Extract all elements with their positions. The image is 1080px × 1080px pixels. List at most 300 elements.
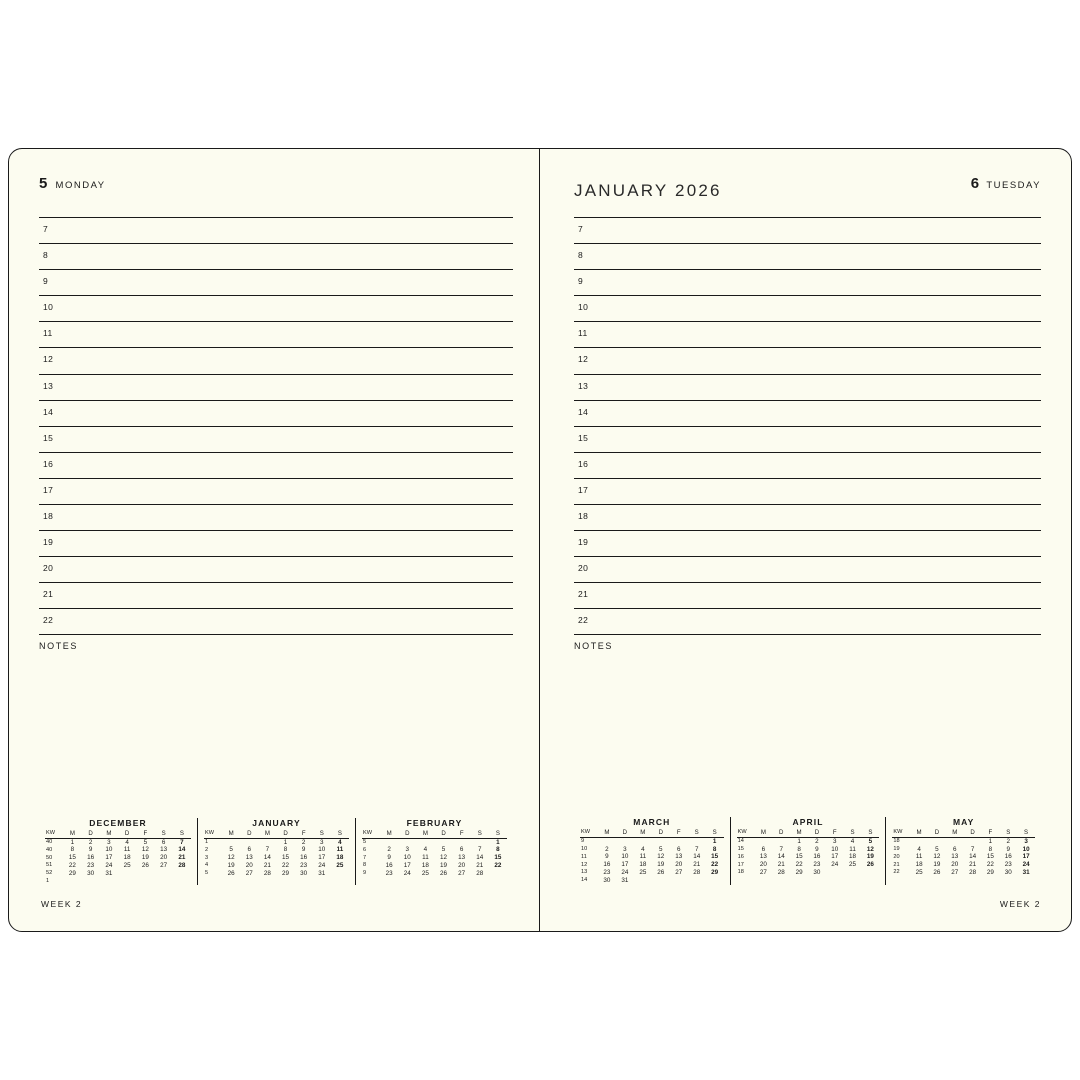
hour-label: 20 [43, 563, 54, 574]
week-number-cell: 52 [46, 870, 53, 877]
day-cell: 18 [421, 861, 429, 869]
day-cell: 4 [917, 845, 921, 853]
day-cell [82, 878, 100, 885]
hour-label: 22 [43, 615, 54, 626]
day-cell [772, 838, 790, 846]
day-cell [964, 838, 982, 846]
day-cell: 21 [178, 854, 186, 862]
day-cell: 3 [832, 837, 837, 845]
day-cell: 22 [711, 861, 719, 869]
mini-calendar-title: JANUARY [252, 817, 301, 828]
weekday-header: KW [204, 830, 222, 838]
hour-label: 19 [43, 537, 54, 548]
day-cell: 2 [301, 838, 306, 846]
day-cell: 16 [813, 853, 821, 861]
left-hour-list [39, 217, 513, 635]
day-cell: 30 [87, 869, 95, 877]
day-cell: 13 [160, 846, 168, 854]
weekday-header: KW [362, 830, 380, 838]
day-cell [844, 869, 862, 877]
day-cell: 15 [711, 853, 719, 861]
weekday-header: S [706, 829, 724, 837]
weekday-header: F [295, 830, 313, 838]
hour-row[interactable] [574, 582, 1041, 608]
day-cell: 16 [300, 854, 308, 862]
day-cell: 26 [866, 861, 874, 869]
hour-row[interactable] [574, 243, 1041, 269]
left-week-label: WEEK 2 [41, 899, 83, 909]
day-cell [616, 838, 634, 846]
weekday-header: M [416, 830, 434, 838]
weekday-header: F [670, 829, 688, 837]
day-cell: 12 [227, 854, 235, 862]
day-cell: 24 [403, 869, 411, 877]
day-cell: 2 [1006, 837, 1010, 845]
hour-row[interactable] [574, 504, 1041, 530]
week-number-cell: 3 [205, 854, 209, 861]
hour-row[interactable] [39, 400, 513, 426]
week-number-cell: 9 [581, 838, 585, 845]
mini-calendar-week-row [45, 878, 191, 885]
hour-label: 7 [578, 224, 584, 234]
mini-calendar-week-row [362, 847, 507, 855]
week-number-cell: 10 [581, 845, 588, 852]
day-cell: 16 [87, 854, 95, 862]
day-cell: 17 [403, 861, 411, 869]
hour-label: 15 [43, 432, 54, 443]
mini-calendar-week-row [737, 862, 880, 870]
mini-calendar [885, 817, 1041, 885]
day-cell: 1 [988, 837, 993, 845]
day-cell: 18 [639, 861, 647, 869]
day-cell: 5 [868, 837, 873, 845]
mini-calendar [574, 817, 730, 885]
day-cell: 14 [777, 853, 785, 861]
right-day-name: TUESDAY [986, 180, 1041, 191]
hour-row[interactable] [574, 321, 1041, 347]
day-cell: 11 [422, 854, 429, 862]
hour-label: 15 [578, 432, 589, 443]
day-cell: 17 [621, 861, 629, 869]
mini-calendar-table [362, 830, 507, 878]
left-day-header [39, 175, 513, 205]
day-cell [652, 838, 670, 846]
hour-row[interactable] [39, 504, 513, 530]
day-cell: 25 [639, 869, 647, 876]
hour-row[interactable] [39, 269, 513, 295]
mini-calendar-week-row [204, 847, 349, 855]
day-cell: 5 [659, 845, 663, 853]
day-cell [755, 838, 773, 846]
week-number-cell: 8 [363, 862, 367, 869]
day-cell: 18 [915, 861, 923, 869]
day-cell: 19 [141, 854, 149, 862]
day-cell: 7 [180, 838, 184, 846]
day-cell [136, 870, 154, 878]
weekday-header: M [100, 830, 118, 838]
day-cell: 29 [711, 869, 719, 876]
day-cell: 24 [831, 861, 839, 869]
day-cell: 23 [813, 861, 821, 869]
week-number-cell: 11 [581, 853, 587, 860]
day-cell: 15 [986, 853, 994, 861]
day-cell: 12 [866, 845, 874, 853]
hour-label: 12 [43, 354, 54, 365]
day-cell: 17 [1022, 853, 1030, 861]
day-cell [946, 838, 964, 846]
day-cell: 13 [759, 853, 767, 861]
mini-calendar-week-row [45, 855, 191, 863]
weekday-header: S [313, 830, 331, 838]
day-cell: 11 [639, 853, 647, 861]
day-cell: 5 [143, 838, 148, 846]
day-cell [826, 869, 844, 877]
hour-row[interactable] [39, 452, 513, 478]
hour-label: 14 [578, 406, 589, 417]
day-cell: 4 [423, 846, 428, 854]
weekday-header: M [790, 829, 808, 837]
week-number-cell: 14 [737, 838, 744, 845]
hour-row[interactable] [39, 321, 513, 347]
day-cell: 15 [795, 853, 803, 861]
weekday-header: S [861, 829, 879, 837]
weekday-header: M [598, 829, 616, 837]
day-cell: 3 [107, 838, 111, 846]
right-week-label: WEEK 2 [999, 899, 1041, 909]
day-cell: 21 [476, 861, 484, 869]
day-cell: 19 [440, 861, 448, 869]
hour-label: 20 [578, 563, 589, 574]
week-number-cell: 13 [581, 869, 588, 876]
hour-label: 22 [578, 615, 589, 626]
day-cell: 18 [123, 854, 131, 862]
weekday-header: D [616, 829, 634, 837]
day-cell: 25 [849, 861, 857, 869]
day-cell: 21 [693, 861, 701, 869]
day-cell: 24 [621, 869, 629, 876]
day-cell: 7 [779, 845, 783, 853]
week-number-cell: 7 [363, 854, 367, 861]
mini-calendar-week-row [580, 854, 724, 862]
weekday-header: D [240, 830, 258, 838]
mini-calendar-week-row [204, 855, 349, 863]
day-cell: 26 [227, 869, 235, 877]
mini-calendar-week-row [204, 870, 349, 878]
hour-label: 11 [578, 328, 588, 339]
hour-row[interactable] [574, 556, 1041, 582]
hour-row[interactable] [39, 347, 513, 373]
weekday-header: S [844, 829, 862, 837]
day-cell: 2 [88, 838, 93, 846]
day-cell: 19 [933, 861, 941, 869]
hour-row[interactable] [574, 478, 1041, 504]
day-cell: 27 [951, 869, 959, 876]
weekday-header: F [826, 829, 844, 837]
day-cell: 12 [440, 854, 448, 862]
day-cell: 29 [282, 869, 290, 877]
right-day-number: 6 [970, 175, 980, 192]
day-cell: 4 [641, 845, 645, 853]
weekday-header: D [772, 829, 790, 837]
day-cell: 21 [777, 861, 785, 869]
day-cell: 9 [605, 853, 609, 861]
day-cell: 28 [263, 869, 271, 877]
weekday-header: D [118, 830, 136, 838]
day-cell: 22 [282, 861, 290, 869]
day-cell [118, 870, 136, 878]
day-cell: 9 [1006, 845, 1010, 853]
weekday-header: D [808, 829, 826, 837]
day-cell: 23 [300, 861, 308, 869]
day-cell: 16 [603, 861, 611, 869]
hour-row[interactable] [574, 426, 1041, 452]
mini-calendar-week-row [580, 869, 724, 877]
day-cell [136, 878, 154, 885]
day-cell: 18 [849, 853, 857, 861]
day-cell: 6 [761, 845, 766, 853]
day-cell: 18 [336, 854, 344, 862]
day-cell: 12 [141, 846, 149, 854]
day-cell: 14 [693, 853, 701, 861]
mini-calendar-week-row [892, 862, 1035, 870]
day-cell: 14 [263, 854, 271, 862]
day-cell: 11 [336, 846, 344, 854]
day-cell: 29 [986, 869, 994, 876]
week-number-cell: 5 [363, 838, 367, 845]
weekday-header: D [652, 829, 670, 837]
weekday-header: M [634, 829, 652, 837]
day-cell: 9 [88, 846, 93, 854]
mini-calendar-week-row [737, 869, 880, 877]
week-number-cell: 22 [893, 869, 900, 876]
mini-calendar-week-row [362, 862, 507, 870]
day-cell: 9 [815, 845, 819, 853]
day-cell: 27 [245, 869, 253, 877]
day-cell: 29 [795, 869, 803, 876]
day-cell: 8 [988, 845, 993, 853]
mini-calendar-week-row [45, 838, 191, 846]
day-cell: 15 [68, 854, 76, 862]
mini-calendar-week-row [45, 862, 191, 870]
hour-label: 16 [43, 458, 54, 469]
week-number-cell: 2 [205, 846, 209, 853]
hour-row[interactable] [574, 452, 1041, 478]
day-cell [634, 877, 652, 885]
hour-row[interactable] [39, 243, 513, 269]
hour-row[interactable] [574, 608, 1041, 634]
day-cell: 7 [478, 846, 482, 854]
day-cell [173, 870, 191, 878]
hour-row[interactable] [39, 556, 513, 582]
mini-calendar-title: DECEMBER [89, 817, 147, 828]
hour-row[interactable] [39, 295, 513, 321]
day-cell: 28 [693, 869, 701, 876]
day-cell: 10 [318, 846, 326, 854]
day-cell [910, 838, 928, 846]
hour-row[interactable] [39, 217, 513, 243]
hour-label: 14 [43, 406, 54, 417]
day-cell [100, 878, 118, 885]
day-cell [598, 838, 616, 846]
day-cell [928, 838, 946, 846]
hour-label: 13 [578, 380, 589, 391]
day-cell: 28 [777, 869, 785, 876]
hour-label: 12 [578, 354, 589, 365]
weekday-header: M [755, 829, 773, 837]
day-cell: 24 [318, 861, 326, 869]
day-cell: 23 [603, 869, 611, 876]
day-cell: 27 [160, 861, 168, 869]
week-number-cell: 40 [46, 838, 53, 845]
day-cell: 8 [712, 845, 717, 853]
day-cell: 22 [795, 861, 803, 869]
left-page [9, 149, 540, 931]
mini-calendar-title: MARCH [633, 817, 671, 828]
week-number-cell: 1 [46, 877, 50, 884]
hour-row[interactable] [39, 478, 513, 504]
hour-row[interactable] [574, 295, 1041, 321]
day-cell: 28 [969, 869, 977, 876]
mini-calendar-table [737, 829, 880, 877]
hour-row[interactable] [574, 217, 1041, 243]
day-cell: 8 [797, 845, 801, 853]
left-notes-label: NOTES [39, 640, 79, 651]
day-cell: 31 [318, 869, 326, 877]
hour-label: 19 [578, 537, 589, 548]
weekday-header: M [910, 829, 928, 837]
hour-row[interactable] [39, 608, 513, 634]
week-number-cell: 9 [363, 870, 367, 877]
day-cell: 20 [951, 861, 959, 869]
hour-row[interactable] [39, 426, 513, 452]
day-cell: 13 [245, 854, 253, 862]
hour-row[interactable] [574, 374, 1041, 400]
hour-row[interactable] [574, 530, 1041, 556]
hour-row[interactable] [574, 269, 1041, 295]
weekday-header: M [946, 829, 964, 837]
hour-label: 7 [43, 224, 49, 234]
day-cell: 3 [1024, 837, 1028, 845]
day-cell [652, 877, 670, 885]
day-cell: 27 [759, 869, 767, 876]
day-cell: 17 [318, 854, 326, 862]
weekday-header: D [398, 830, 416, 838]
mini-calendar-week-row [362, 838, 507, 846]
day-cell: 5 [441, 846, 446, 854]
day-cell: 3 [405, 846, 410, 854]
day-cell: 9 [387, 854, 391, 862]
day-cell [670, 838, 688, 846]
day-cell [331, 870, 349, 878]
mini-calendar-table [892, 829, 1035, 877]
hour-label: 8 [578, 250, 584, 261]
day-cell: 20 [675, 861, 683, 869]
day-cell: 17 [831, 853, 839, 861]
day-cell: 13 [951, 853, 959, 861]
day-cell [118, 878, 136, 885]
day-cell: 9 [301, 846, 306, 854]
day-cell: 24 [105, 861, 113, 869]
day-cell: 26 [440, 869, 448, 877]
mini-calendar-table [580, 829, 724, 885]
day-cell: 6 [676, 845, 681, 853]
week-number-cell: 17 [737, 861, 744, 868]
day-cell [155, 878, 173, 885]
day-cell [688, 838, 706, 846]
hour-row[interactable] [574, 347, 1041, 373]
hour-label: 11 [43, 328, 53, 339]
day-cell: 22 [986, 861, 994, 869]
week-number-cell: 14 [581, 877, 588, 884]
day-cell: 27 [458, 869, 466, 877]
week-number-cell: 4 [205, 862, 209, 869]
weekday-header: D [928, 829, 946, 837]
day-cell: 20 [759, 861, 767, 869]
left-day-number: 5 [39, 175, 48, 192]
day-cell: 21 [969, 861, 977, 869]
day-cell: 8 [283, 846, 288, 854]
mini-calendar-week-row [892, 854, 1035, 862]
hour-label: 17 [578, 484, 589, 495]
day-cell: 14 [969, 853, 977, 861]
hour-label: 21 [43, 589, 54, 600]
day-cell: 12 [933, 853, 941, 861]
weekday-header: S [173, 830, 191, 838]
day-cell: 27 [675, 869, 683, 876]
mini-calendar-week-row [362, 855, 507, 863]
hour-label: 9 [578, 276, 584, 287]
mini-calendar [355, 818, 513, 885]
day-cell: 31 [1022, 869, 1030, 876]
day-cell: 7 [970, 845, 975, 853]
hour-row[interactable] [39, 374, 513, 400]
day-cell [173, 878, 191, 885]
weekday-header: M [63, 830, 81, 838]
day-cell [155, 870, 173, 878]
day-cell: 7 [694, 845, 699, 853]
day-cell [634, 838, 652, 846]
day-cell: 3 [320, 838, 324, 846]
hour-row[interactable] [39, 530, 513, 556]
day-cell: 19 [227, 861, 235, 869]
hour-row[interactable] [39, 582, 513, 608]
week-number-cell: 16 [737, 853, 744, 860]
hour-row[interactable] [574, 400, 1041, 426]
day-cell: 19 [866, 853, 874, 861]
hour-label: 13 [43, 380, 54, 391]
day-cell: 26 [141, 861, 149, 869]
week-number-cell: 50 [46, 854, 53, 861]
mini-calendar-week-row [580, 862, 724, 870]
day-cell: 1 [496, 838, 500, 846]
week-number-cell: 20 [893, 853, 900, 860]
day-cell: 8 [496, 846, 500, 854]
week-number-cell: 19 [893, 845, 900, 852]
day-cell: 26 [933, 869, 941, 876]
day-cell: 20 [160, 854, 168, 862]
day-cell: 17 [105, 854, 113, 862]
day-cell: 30 [813, 869, 821, 876]
day-cell: 7 [265, 846, 270, 854]
mini-calendar [39, 818, 197, 885]
weekday-header: F [981, 829, 999, 837]
week-number-cell: 40 [46, 846, 53, 853]
day-cell: 2 [605, 845, 609, 853]
day-cell: 6 [952, 845, 957, 853]
weekday-header: S [1017, 829, 1035, 837]
right-hour-list [574, 217, 1041, 635]
day-cell [861, 869, 879, 877]
